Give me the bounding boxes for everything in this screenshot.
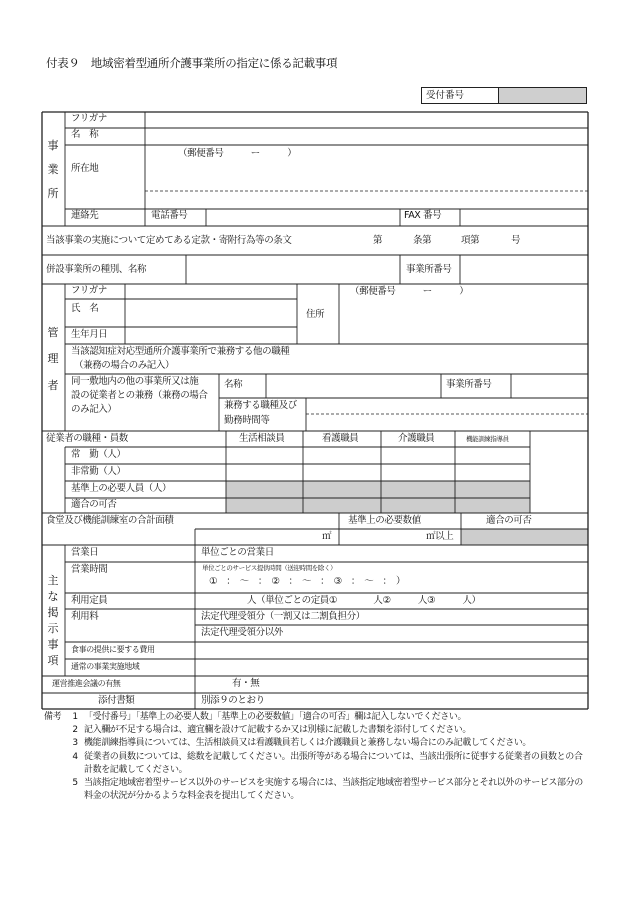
note-item xyxy=(44,711,589,724)
business-address-label: 所在地 xyxy=(71,163,99,174)
meeting-value: 有・無 xyxy=(232,678,260,689)
manager-other-hours-label: 勤務時間等 xyxy=(224,415,270,426)
note-text: 従業者の員数については、総数を記載してください。出張所等がある場合については、当該出張所に従事する従業者の員数との合計数を記載してください。 xyxy=(84,751,583,775)
manager-section-char: 管 xyxy=(47,326,59,339)
manager-other-facility-label: 設の従業者との兼務（兼務の場合 xyxy=(71,390,208,401)
note-item xyxy=(44,751,589,777)
combined-number-label: 事業所番号 xyxy=(406,264,452,275)
note-number: 3 xyxy=(72,738,78,749)
main-section-char: 項 xyxy=(47,654,59,667)
shade-staff-fit xyxy=(226,498,530,513)
manager-concurrent-note: （兼務の場合のみ記入） xyxy=(74,360,175,371)
staff-column-header: 介護職員 xyxy=(398,433,435,444)
fee-non-statutory: 法定代理受領分以外 xyxy=(201,627,283,638)
area-unit: ㎡ xyxy=(322,531,332,542)
receipt-number-label: 受付番号 xyxy=(422,88,499,103)
main-section-char: 掲 xyxy=(47,606,59,619)
manager-section-char: 理 xyxy=(47,352,59,365)
business-phone-label: 電話番号 xyxy=(151,210,188,221)
combined-facility-label: 併設事業所の種別、名称 xyxy=(46,264,147,275)
staff-row-label: 非常勤（人） xyxy=(71,466,126,477)
articles-article: 第 xyxy=(373,235,383,246)
staff-row-label: 基準上の必要人員（人） xyxy=(71,483,172,494)
notes-prefix: 備考 xyxy=(44,712,62,722)
staff-row-label: 常 勤（人） xyxy=(71,449,126,460)
days-value: 単位ごとの営業日 xyxy=(201,547,274,558)
business-postal-code: （郵便番号 ー ） xyxy=(178,148,297,159)
business-section-char: 事 xyxy=(47,139,59,152)
service-area-label: 通常の事業実施地域 xyxy=(71,662,140,671)
main-section-char: 事 xyxy=(47,638,59,651)
main-section-char: 主 xyxy=(47,574,59,587)
area-required-unit: ㎡以上 xyxy=(426,531,454,542)
page-title: 付表９ 地域密着型通所介護事業所の指定に係る記載事項 xyxy=(46,56,338,70)
meal-cost-label: 食事の提供に要する費用 xyxy=(71,645,155,654)
manager-address-label: 住所 xyxy=(306,309,325,320)
note-item xyxy=(44,737,589,750)
manager-other-job-label: 兼務する職種及び xyxy=(224,400,297,411)
capacity-value: 人（単位ごとの定員① 人② 人③ 人） xyxy=(247,595,481,606)
staff-row-label: 適合の可否 xyxy=(71,499,117,510)
attachment-label: 添付書類 xyxy=(98,695,135,706)
manager-furigana-label: フリガナ xyxy=(71,285,107,296)
articles-label: 当該事業の実施について定めてある定款・寄附行為等の条文 xyxy=(46,235,292,246)
business-fax-label: FAX 番号 xyxy=(404,210,442,221)
note-text: 「受付番号」「基準上の必要人数」「基準上の必要数値」「適合の可否」欄は記入しないでください。 xyxy=(84,712,467,722)
shade-area-fit xyxy=(461,529,588,545)
staff-header: 従業者の職種・員数 xyxy=(46,433,128,444)
hours-value: ① ： ～ ： ② ： ～ ： ③ ： ～ ： ） xyxy=(209,576,406,587)
business-furigana-label: フリガナ xyxy=(71,113,107,124)
hours-label: 営業時間 xyxy=(71,564,108,575)
fee-statutory: 法定代理受領分（一割又は二割負担分） xyxy=(201,611,365,622)
business-section-char: 所 xyxy=(47,187,59,200)
articles-clause: 条第 xyxy=(413,235,432,246)
note-text: 機能訓練指導員については、生活相談員又は看護職員若しくは介護職員と兼務しない場合にのみ記載してください。 xyxy=(84,738,532,749)
note-number: 4 xyxy=(72,751,78,762)
manager-concurrent-label: 当該認知症対応型通所介護事業所で兼務する他の職種 xyxy=(71,346,290,357)
staff-column-header: 機能訓練指導員 xyxy=(466,435,509,443)
staff-column-header: 生活相談員 xyxy=(239,433,285,444)
notes xyxy=(44,711,589,803)
capacity-label: 利用定員 xyxy=(71,595,108,606)
fee-label: 利用料 xyxy=(71,611,99,622)
note-text: 当該指定地域密着型サービス以外のサービスを実施する場合には、当該指定地域密着型サービス部分とそれ以外のサービス部分の料金の状況が分かるような料金表を提出してください。 xyxy=(84,778,583,802)
main-section-char: 示 xyxy=(47,622,59,635)
manager-other-name-label: 名称 xyxy=(224,379,243,390)
manager-other-number-label: 事業所番号 xyxy=(446,379,492,390)
manager-postal-code: （郵便番号 ー ） xyxy=(350,286,469,297)
note-number: 5 xyxy=(72,778,78,789)
area-required-label: 基準上の必要数値 xyxy=(348,515,421,526)
manager-section-char: 者 xyxy=(47,379,59,392)
business-section-char: 業 xyxy=(47,163,59,176)
attachment-value: 別添９のとおり xyxy=(201,695,265,706)
meeting-label: 運営推進会議の有無 xyxy=(52,679,121,688)
manager-other-facility-label: のみ記入） xyxy=(71,404,117,415)
business-name-label: 名 称 xyxy=(71,129,99,140)
note-number: 2 xyxy=(72,725,78,736)
articles-paragraph: 項第 xyxy=(461,235,480,246)
note-item xyxy=(44,724,589,737)
note-number: 1 xyxy=(72,712,78,722)
area-label: 食堂及び機能訓練室の合計面積 xyxy=(46,515,174,526)
main-section-char: な xyxy=(47,590,59,603)
manager-name-label: 氏 名 xyxy=(71,303,99,314)
business-contact-label: 連絡先 xyxy=(71,210,99,221)
articles-item: 号 xyxy=(511,235,521,246)
manager-other-facility-label: 同一敷地内の他の事業所又は施 xyxy=(71,376,199,387)
days-label: 営業日 xyxy=(71,547,99,558)
note-item xyxy=(44,777,589,803)
shade-staff-required xyxy=(226,481,530,498)
area-fit-label: 適合の可否 xyxy=(486,515,532,526)
manager-birth-label: 生年月日 xyxy=(71,329,108,340)
hours-note: 単位ごとのサービス提供時間（送迎時間を除く） xyxy=(202,564,337,572)
staff-column-header: 看護職員 xyxy=(322,433,359,444)
note-text: 記入欄が不足する場合は、適宜欄を設けて記載するか又は別様に記載した書類を添付してください。 xyxy=(84,725,472,736)
